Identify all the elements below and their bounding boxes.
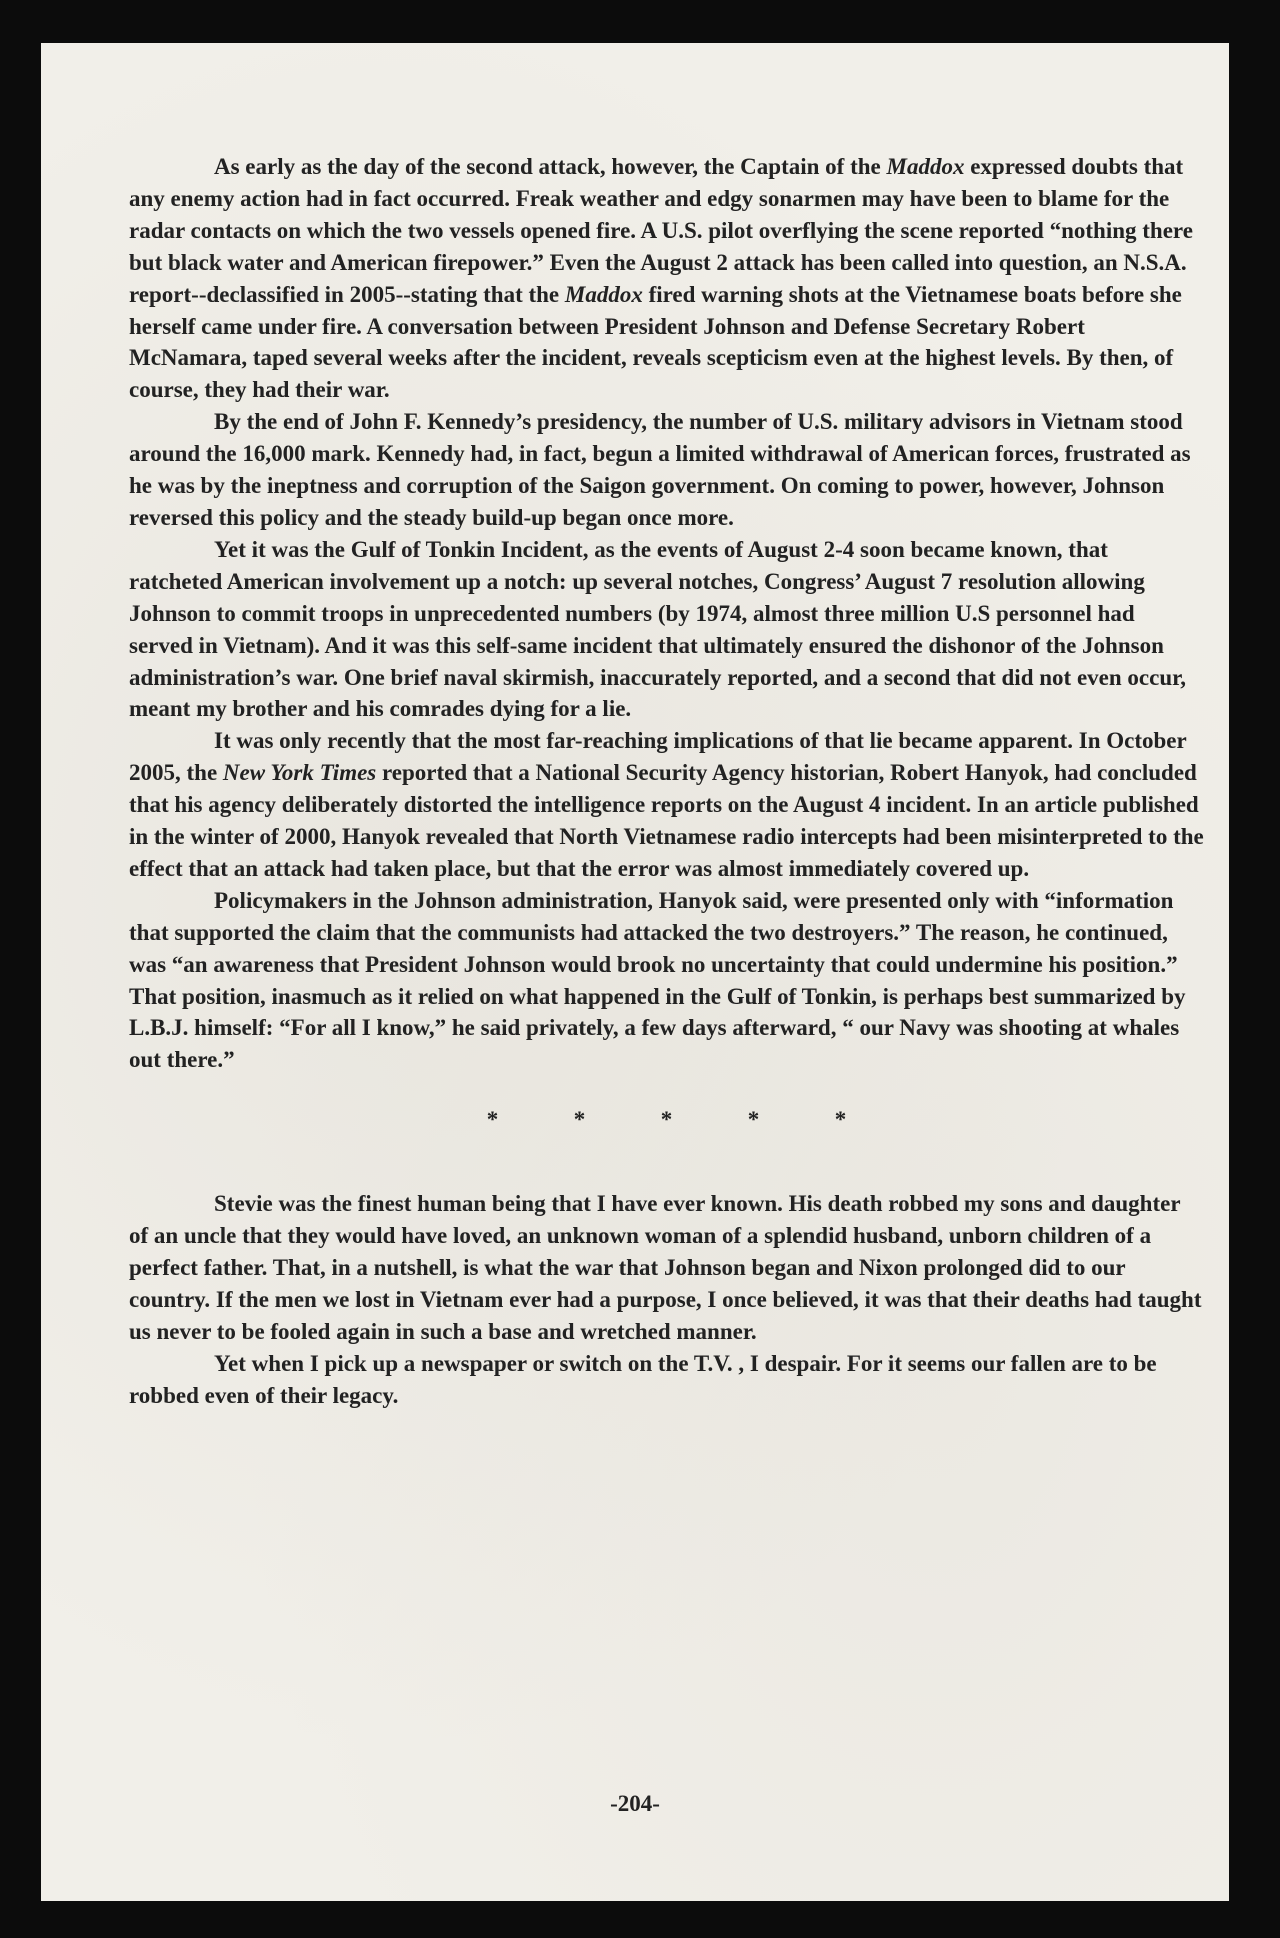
paragraph-text: It was only recently that the most far-reaching implications of that lie became apparent. In October 2005, the bbox=[129, 728, 1187, 786]
separator-asterisk: * bbox=[747, 1107, 760, 1133]
paragraph-text: expressed doubts that any enemy action had in fact occurred. Freak weather and edgy sonarmen may have been to blame for the radar contacts on which the two vessels opened fire. A U.S. pilot overflying the scene reported “nothing there but black water and American firepower.” Even the August 2 attack has been called into question, an N.S.A. report--declassified in 2005--stating that the bbox=[129, 154, 1193, 307]
paragraph-text: fired warning shots at the Vietnamese boats before she herself came under fire. A conversation between President Johnson and Defense Secretary Robert McNamara, taped several weeks after the incident, reveals scepticism even at the highest levels. By then, of course, they had their war. bbox=[129, 281, 1182, 403]
separator-asterisk: * bbox=[834, 1107, 847, 1133]
italic-title: Maddox bbox=[564, 281, 643, 307]
paragraph bbox=[129, 725, 1204, 885]
section-separator bbox=[129, 1104, 1204, 1136]
paragraph-text: Stevie was the finest human being that I have ever known. His death robbed my sons and daughter of an uncle that they would have loved, an unknown woman of a splendid husband, unborn children of a perfect father. That, in a nutshell, is what the war that Johnson began and Nixon prolonged did to our country. If the men we lost in Vietnam ever had a purpose, I once believed, it was that their deaths had taught us never to be fooled again in such a base and wretched manner. bbox=[129, 1191, 1202, 1344]
separator-asterisk: * bbox=[573, 1107, 586, 1133]
paragraph bbox=[129, 406, 1204, 534]
page-number: -204- bbox=[610, 1791, 660, 1816]
separator-asterisk: * bbox=[660, 1107, 673, 1133]
paragraph-text: By the end of John F. Kennedy’s presidency, the number of U.S. military advisors in Vietnam stood around the 16,000 mark. Kennedy had, in fact, begun a limited withdrawal of American forces, frustrated as he was by the ineptness and corruption of the Saigon government. On coming to power, however, Johnson reversed this policy and the steady build-up began once more. bbox=[129, 409, 1191, 530]
paragraph bbox=[129, 885, 1204, 1076]
italic-title: New York Times bbox=[222, 760, 377, 786]
paragraph-text: Yet it was the Gulf of Tonkin Incident, as the events of August 2-4 soon became known, that ratcheted American involvement up a notch: up several notches, Congress’ August 7 resolution allowing Johnson to commit troops in unprecedented numbers (by 1974, almost three million U.S personnel had served in Vietnam). And it was this self-same incident that ultimately ensured the dishonor of the Johnson administration’s war. One brief naval skirmish, inaccurately reported, and a second that did not even occur, meant my brother and his comrades dying for a lie. bbox=[129, 536, 1186, 722]
paragraph-text: As early as the day of the second attack, however, the Captain of the bbox=[214, 154, 887, 179]
body-text bbox=[129, 151, 1204, 1412]
paragraph bbox=[129, 151, 1204, 406]
paragraph-text: Policymakers in the Johnson administration, Hanyok said, were presented only with “information that supported the claim that the communists had attacked the two destroyers.” The reason, he continued, was “an awareness that President Johnson would brook no uncertainty that could undermine his position.” That position, inasmuch as it relied on what happened in the Gulf of Tonkin, is perhaps best summarized by L.B.J. himself: “For all I know,” he said privately, a few days afterward, “ our Navy was shooting at whales out there.” bbox=[129, 887, 1186, 1073]
paragraph-text: Yet when I pick up a newspaper or switch on the T.V. , I despair. For it seems our fallen are to be robbed even of their legacy. bbox=[129, 1350, 1157, 1408]
separator-asterisk: * bbox=[486, 1107, 499, 1133]
paragraphs-before-separator bbox=[129, 151, 1204, 1076]
paragraphs-after-separator bbox=[129, 1188, 1204, 1411]
paragraph bbox=[129, 534, 1204, 725]
paragraph bbox=[129, 1188, 1204, 1348]
paragraph-text: reported that a National Security Agency historian, Robert Hanyok, had concluded that his agency deliberately distorted the intelligence reports on the August 4 incident. In an article published in the winter of 2000, Hanyok revealed that North Vietnamese radio intercepts had been misinterpreted to the effect that an attack had taken place, but that the error was almost immediately covered up. bbox=[129, 760, 1204, 881]
italic-title: Maddox bbox=[886, 154, 965, 179]
book-page bbox=[41, 43, 1229, 1901]
paragraph bbox=[129, 1348, 1204, 1412]
